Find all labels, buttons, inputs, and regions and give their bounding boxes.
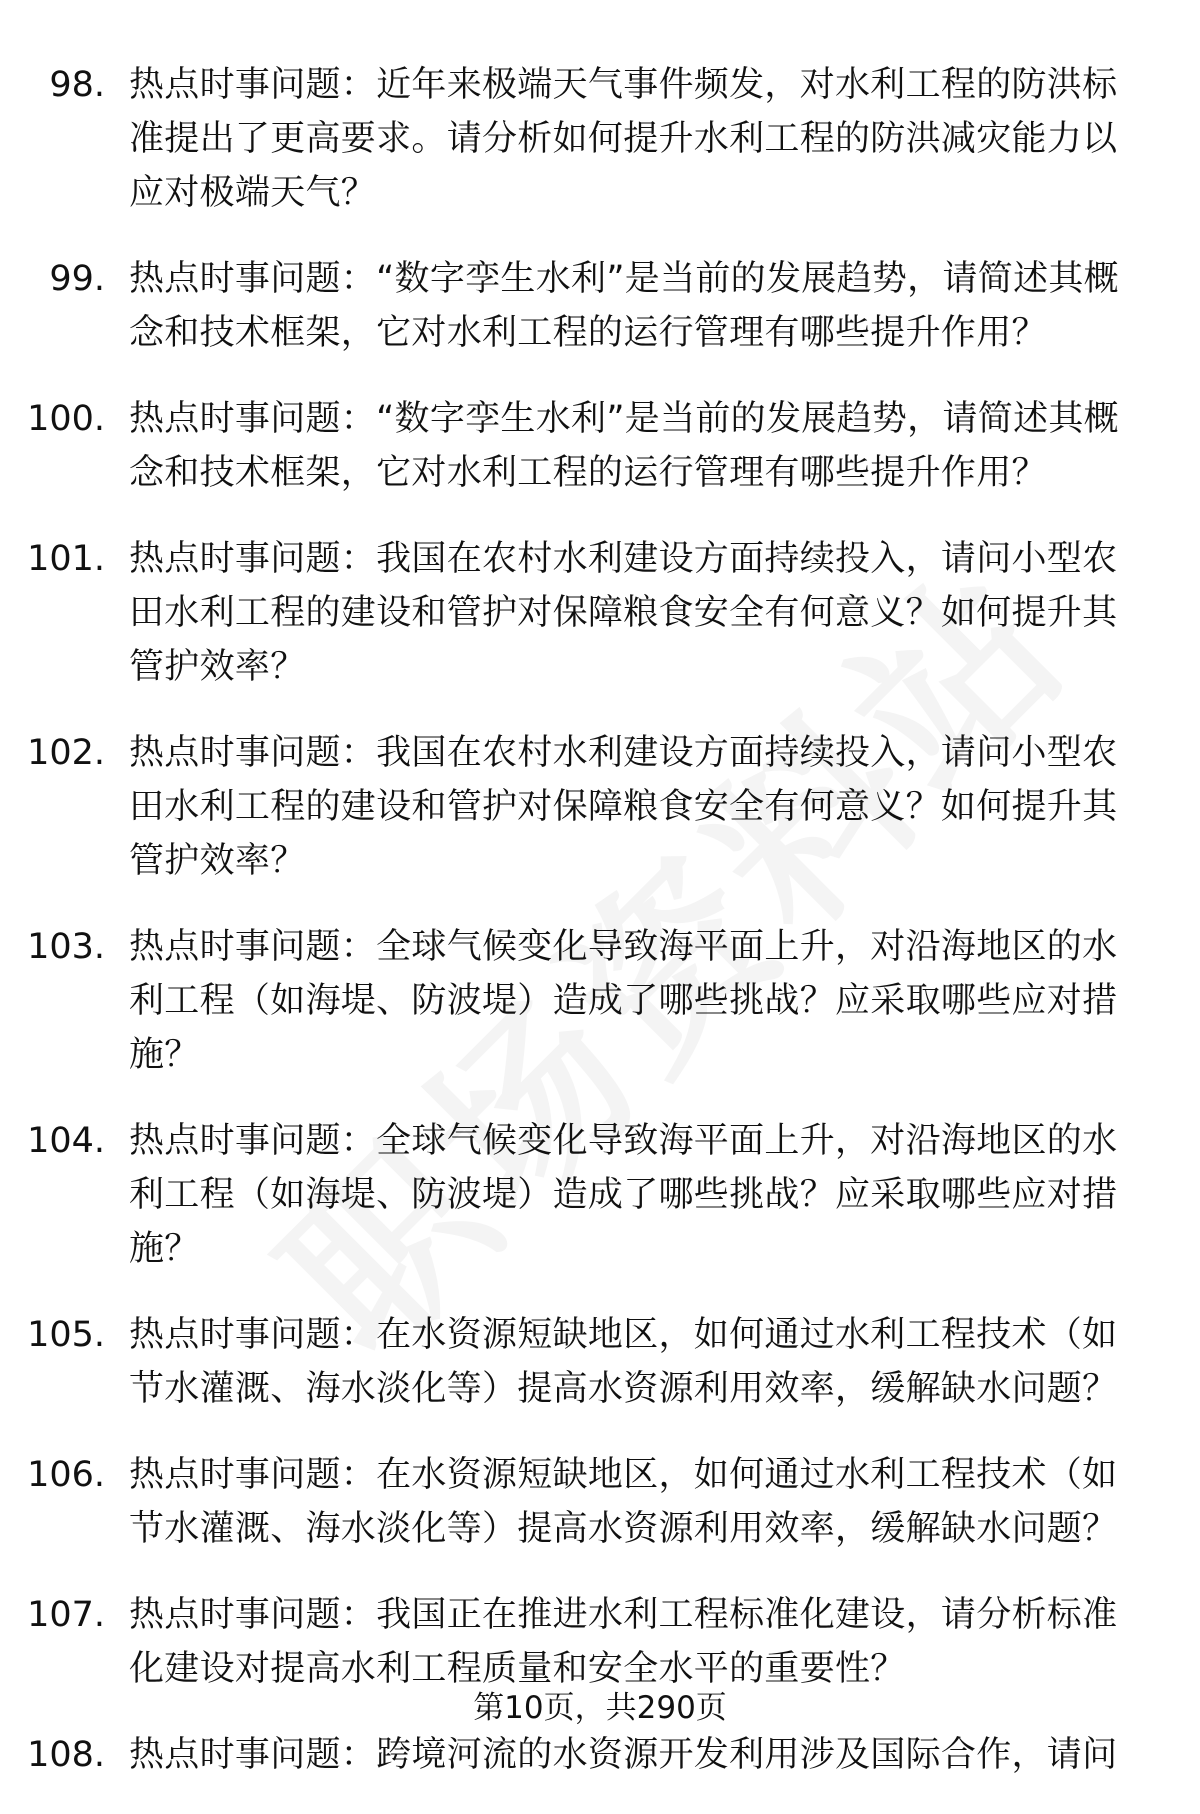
question-text: 热点时事问题：我国在农村水利建设方面持续投入，请问小型农田水利工程的建设和管护对保障粮食安全有何意义？如何提升其管护效率？ [129,539,1118,687]
question-text: 热点时事问题：近年来极端天气事件频发，对水利工程的防洪标准提出了更高要求。请分析如何提升水利工程的防洪减灾能力以应对极端天气？ [129,65,1118,213]
list-item [0,1114,1200,1276]
question-text: 热点时事问题：跨境河流的水资源开发利用涉及国际合作，请问 [129,1735,1118,1775]
page-number-label: 第10页，共290页 [473,1690,727,1726]
question-text: 热点时事问题：在水资源短缺地区，如何通过水利工程技术（如节水灌溉、海水淡化等）提高水资源利用效率，缓解缺水问题？ [129,1455,1118,1549]
question-text: 热点时事问题：“数字孪生水利”是当前的发展趋势，请简述其概念和技术框架，它对水利工程的运行管理有哪些提升作用？ [129,259,1119,353]
list-item [0,1588,1200,1696]
question-number: 107. [27,1595,105,1635]
question-number: 104. [27,1121,105,1161]
question-text: 热点时事问题：“数字孪生水利”是当前的发展趋势，请简述其概念和技术框架，它对水利工程的运行管理有哪些提升作用？ [129,399,1119,493]
question-text: 热点时事问题：我国在农村水利建设方面持续投入，请问小型农田水利工程的建设和管护对保障粮食安全有何意义？如何提升其管护效率？ [129,733,1118,881]
question-number: 102. [27,733,105,773]
question-number: 99. [49,259,105,299]
question-number: 100. [27,399,105,439]
question-number: 103. [27,927,105,967]
question-list [0,58,1200,1814]
question-text: 热点时事问题：我国正在推进水利工程标准化建设，请分析标准化建设对提高水利工程质量和安全水平的重要性？ [129,1595,1118,1689]
list-item [0,1728,1200,1782]
list-item [0,58,1200,220]
list-item [0,1308,1200,1416]
question-number: 106. [27,1455,105,1495]
list-item [0,726,1200,888]
question-number: 108. [27,1735,105,1775]
list-item [0,532,1200,694]
list-item [0,1448,1200,1556]
list-item [0,252,1200,360]
question-text: 热点时事问题：全球气候变化导致海平面上升，对沿海地区的水利工程（如海堤、防波堤）造成了哪些挑战？应采取哪些应对措施？ [129,1121,1118,1269]
page-footer [0,1686,1200,1730]
question-number: 101. [27,539,105,579]
question-number: 98. [49,65,105,105]
list-item [0,920,1200,1082]
question-text: 热点时事问题：全球气候变化导致海平面上升，对沿海地区的水利工程（如海堤、防波堤）造成了哪些挑战？应采取哪些应对措施？ [129,927,1118,1075]
question-text: 热点时事问题：在水资源短缺地区，如何通过水利工程技术（如节水灌溉、海水淡化等）提高水资源利用效率，缓解缺水问题？ [129,1315,1118,1409]
list-item [0,392,1200,500]
question-number: 105. [27,1315,105,1355]
